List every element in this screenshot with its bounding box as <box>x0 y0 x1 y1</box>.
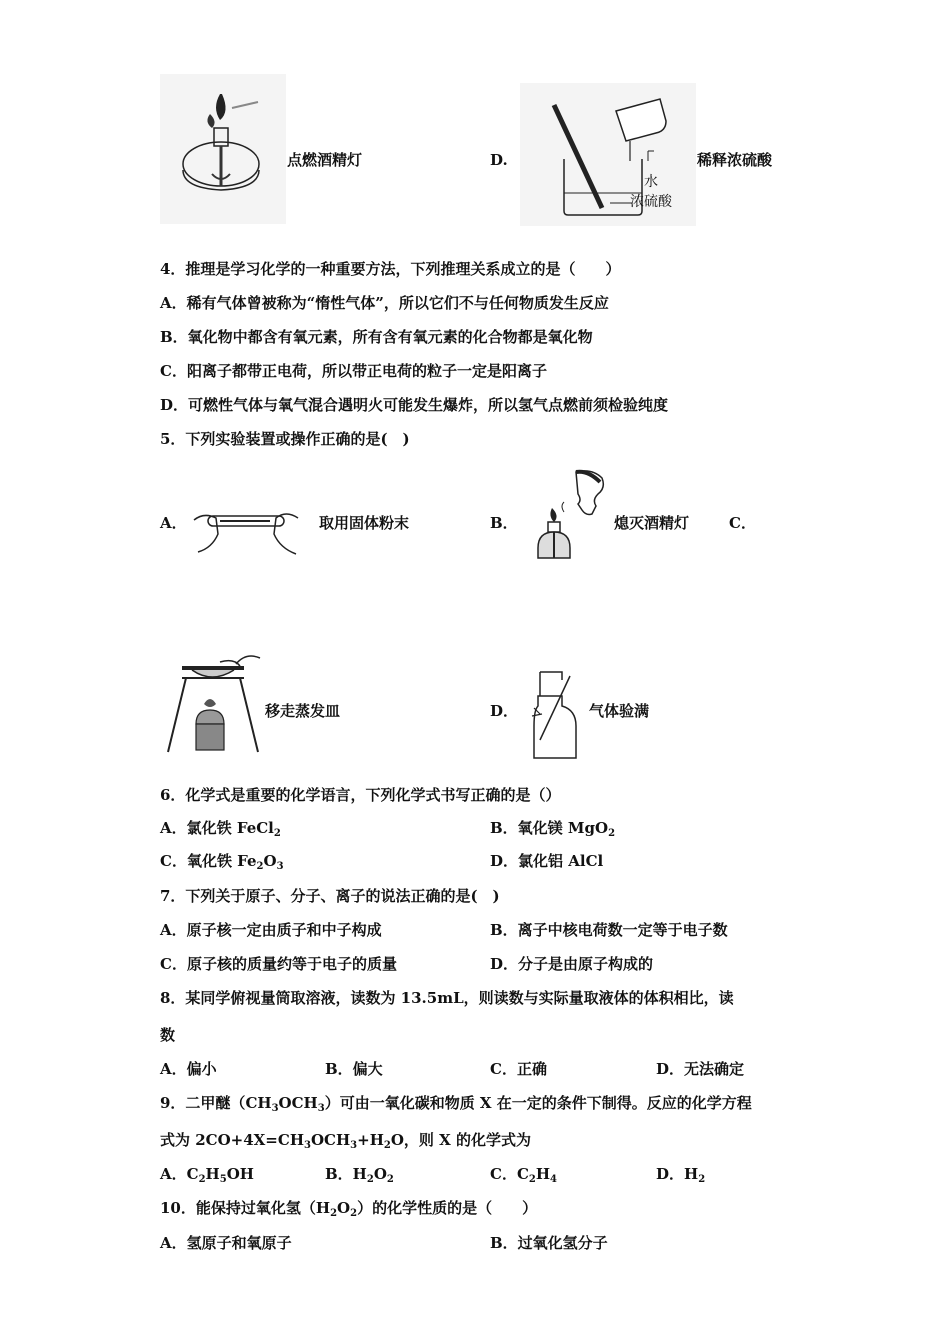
question-5-option-d-label: 气体验满 <box>589 702 650 720</box>
question-9-option-a: A．$C_2H_5OH$ <box>160 1165 254 1185</box>
question-6-option-a: A．氯化铁 FeCl$_2$ <box>160 819 281 839</box>
question-7-option-a: A．原子核一定由质子和中子构成 <box>160 921 382 939</box>
question-6-option-d: D．氯化铝 AlCl <box>490 852 604 870</box>
question-5-option-c-label: 移走蒸发皿 <box>265 702 341 720</box>
question-8-option-c: C．正确 <box>490 1060 547 1078</box>
question-5-option-a-letter: A． <box>160 514 187 532</box>
lighting-alcohol-lamp-figure <box>160 74 286 224</box>
question-6-stem: 6．化学式是重要的化学语言，下列化学式书写正确的是（） <box>160 786 561 804</box>
question-10-stem: 10．能保持过氧化氢$(H_2O_2)$的化学性质的是（ ） <box>160 1199 538 1219</box>
question-5-option-b-label: 熄灭酒精灯 <box>614 514 690 532</box>
figure-label-water: 水 <box>644 174 658 190</box>
question-8-option-a: A．偏小 <box>160 1060 217 1078</box>
option-d-label: 稀释浓硫酸 <box>697 151 773 169</box>
question-9-option-c: C．$C_2H_4$ <box>490 1165 558 1185</box>
question-5-option-c-letter: C． <box>729 514 756 532</box>
question-4-option-a: A．稀有气体曾被称为“惰性气体”，所以它们不与任何物质发生反应 <box>160 294 609 312</box>
question-7-option-c: C．原子核的质量约等于电子的质量 <box>160 955 397 973</box>
question-8-option-d: D．无法确定 <box>656 1060 745 1078</box>
question-10-option-b: B．过氧化氢分子 <box>490 1234 608 1252</box>
gas-collection-bottle-figure <box>526 668 582 760</box>
question-7-stem: 7．下列关于原子、分子、离子的说法正确的是( ) <box>160 887 500 905</box>
question-4-stem: 4．推理是学习化学的一种重要方法，下列推理关系成立的是（ ） <box>160 260 621 278</box>
question-8-option-b: B．偏大 <box>325 1060 383 1078</box>
question-9-stem-line-1: 9．二甲醚$(CH_3OCH_3)$可由一氧化碳和物质 X 在一定的条件下制得。反应的化学方程 <box>160 1094 752 1114</box>
question-5-option-a-label: 取用固体粉末 <box>319 514 410 532</box>
figure-label-acid: 浓硫酸 <box>630 194 672 210</box>
test-tube-powder-figure <box>190 500 302 558</box>
option-c-label: 点燃酒精灯 <box>287 151 363 169</box>
dilute-sulfuric-acid-figure <box>520 83 696 226</box>
question-8-stem-line-1: 8．某同学俯视量筒取溶液，读数为 13.5mL，则读数与实际量取液体的体积相比，读 <box>160 989 734 1007</box>
blowing-out-lamp-figure <box>530 468 608 564</box>
question-7-option-b: B．离子中核电荷数一定等于电子数 <box>490 921 728 939</box>
question-9-option-b: B．$H_2O_2$ <box>325 1165 394 1185</box>
question-5-option-d-letter: D． <box>490 702 519 720</box>
evaporating-dish-figure <box>164 652 264 756</box>
question-9-stem-line-2: 式为 $2CO+4X=CH_3OCH_3+H_2O$，则 X 的化学式为 <box>160 1131 531 1151</box>
question-7-option-d: D．分子是由原子构成的 <box>490 955 654 973</box>
question-4-option-b: B．氧化物中都含有氧元素，所有含有氧元素的化合物都是氧化物 <box>160 328 593 346</box>
question-5-option-b-letter: B． <box>490 514 518 532</box>
question-9-option-d: D．$H_2$ <box>656 1165 706 1185</box>
option-d-letter: D. <box>490 151 508 169</box>
question-10-option-a: A．氢原子和氧原子 <box>160 1234 292 1252</box>
question-4-option-c: C．阳离子都带正电荷，所以带正电荷的粒子一定是阳离子 <box>160 362 547 380</box>
question-4-option-d: D．可燃性气体与氧气混合遇明火可能发生爆炸，所以氢气点燃前须检验纯度 <box>160 396 669 414</box>
question-6-option-c: C．氧化铁 $Fe_2O_3$ <box>160 852 284 872</box>
question-5-stem: 5．下列实验装置或操作正确的是( ) <box>160 430 410 448</box>
question-8-stem-line-2: 数 <box>160 1026 176 1044</box>
question-6-option-b: B．氧化镁 MgO$_2$ <box>490 819 616 839</box>
